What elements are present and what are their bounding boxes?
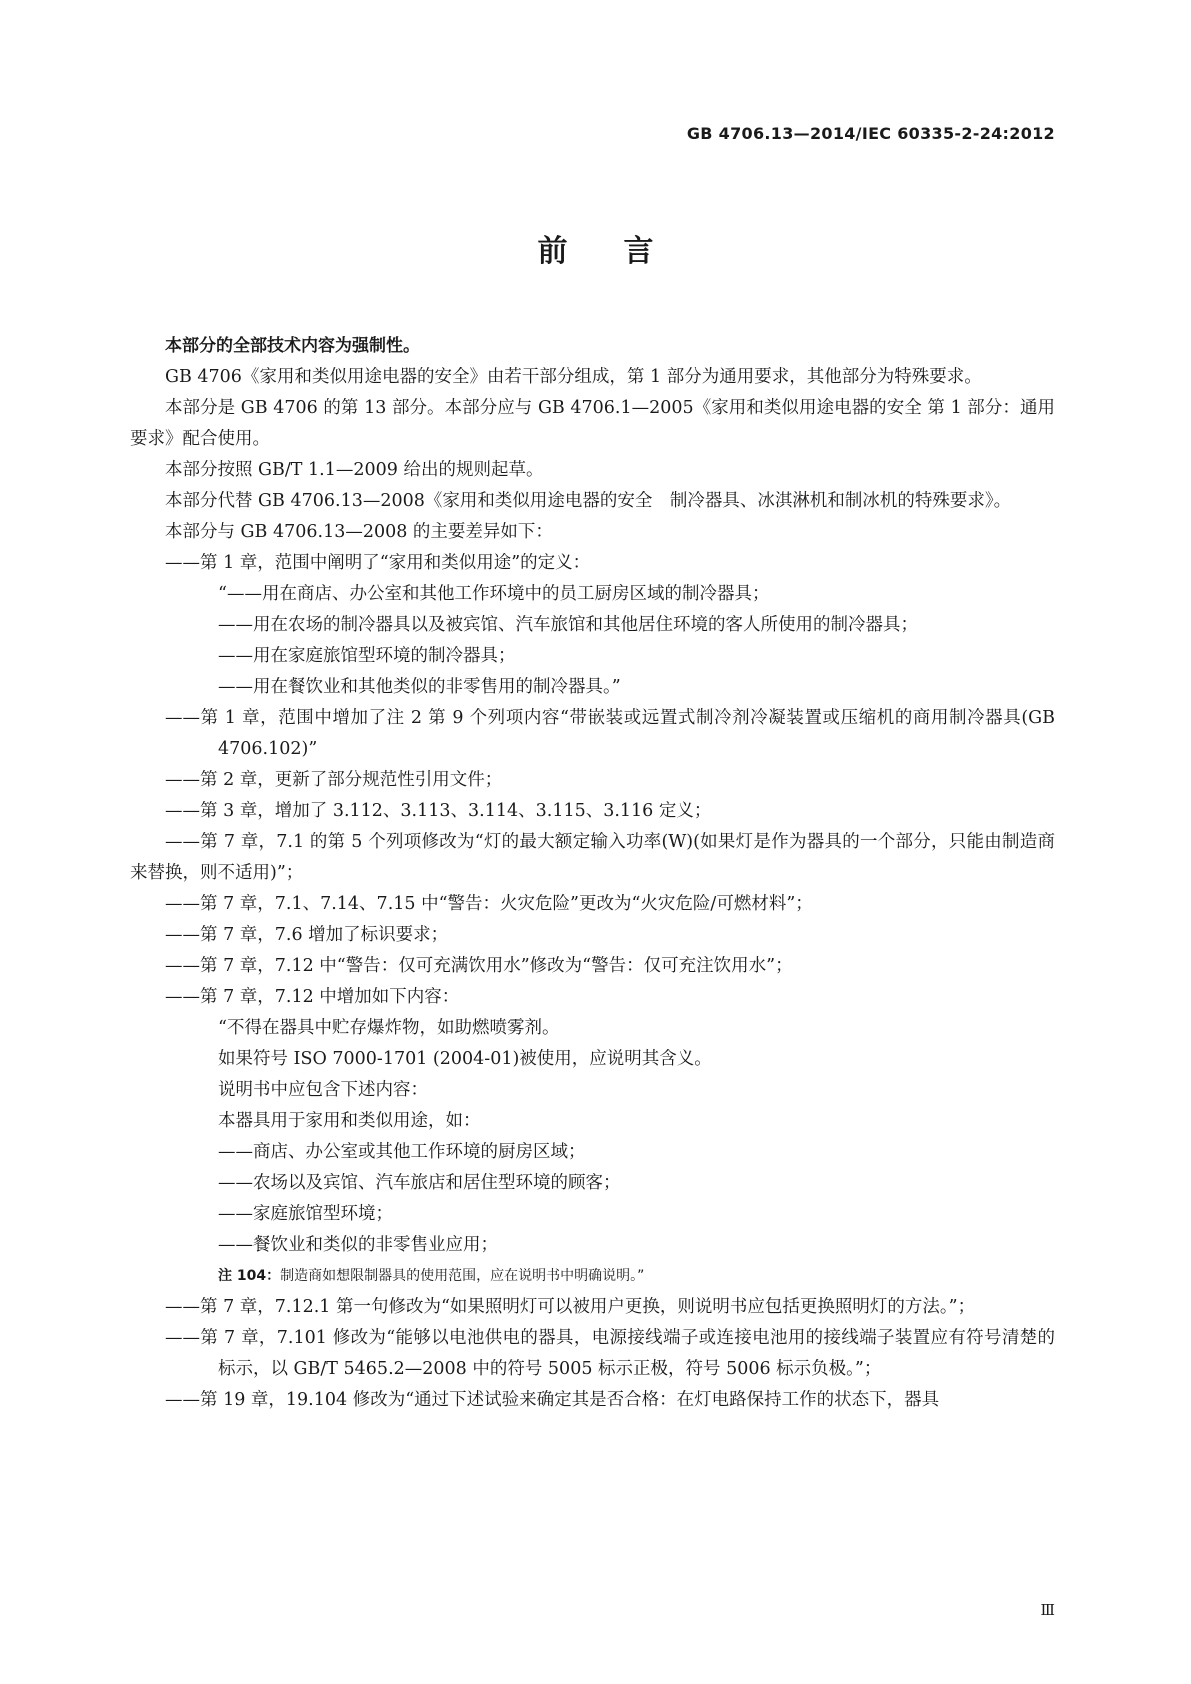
list-item: ——用在农场的制冷器具以及被宾馆、汽车旅馆和其他居住环境的客人所使用的制冷器具； xyxy=(218,615,918,635)
paragraph: 本部分按照 GB/T 1.1—2009 给出的规则起草。 xyxy=(165,460,544,480)
list-item: ——第 7 章，7.6 增加了标识要求； xyxy=(165,925,449,945)
list-item: ——第 7 章，7.1 的第 5 个列项修改为“灯的最大额定输入功率(W)(如果灯是作为器具的一个部分，只能由制造商来替换，则不适用)”； xyxy=(130,832,1055,883)
paragraph: 本部分是 GB 4706 的第 13 部分。本部分应与 GB 4706.1—2005《家用和类似用途电器的安全 第 1 部分：通用要求》配合使用。 xyxy=(130,398,1055,449)
list-item: ——第 1 章，范围中增加了注 2 第 9 个列项内容“带嵌装或远置式制冷剂冷凝装置或压缩机的商用制冷器具(GB 4706.102)” xyxy=(165,708,1055,759)
list-item: ——第 7 章，7.1、7.14、7.15 中“警告：火灾危险”更改为“火灾危险/可燃材料”； xyxy=(165,894,813,914)
page-title: 前言 xyxy=(537,234,710,269)
list-item: ——第 3 章，增加了 3.112、3.113、3.114、3.115、3.116 定义； xyxy=(165,801,712,821)
document-body xyxy=(130,331,1055,1416)
list-item: ——第 7 章，7.101 修改为“能够以电池供电的器具，电源接线端子或连接电池用的接线端子装置应有符号清楚的标示，以 GB/T 5465.2—2008 中的符号 5005 标示正极，符号 5006 标示负极。”； xyxy=(165,1328,1055,1379)
list-item: 本器具用于家用和类似用途，如： xyxy=(218,1111,481,1131)
note-label: 注 104： xyxy=(218,1268,281,1284)
list-item: “不得在器具中贮存爆炸物，如助燃喷雾剂。 xyxy=(218,1018,560,1038)
list-item: 说明书中应包含下述内容： xyxy=(218,1080,428,1100)
note-text: 制造商如想限制器具的使用范围，应在说明书中明确说明。” xyxy=(280,1268,645,1284)
list-item: ——农场以及宾馆、汽车旅店和居住型环境的顾客； xyxy=(218,1173,621,1193)
standard-id-header: GB 4706.13—2014/IEC 60335-2-24:2012 xyxy=(686,124,1055,143)
list-item: ——家庭旅馆型环境； xyxy=(218,1204,393,1224)
list-item: ——第 7 章，7.12 中增加如下内容： xyxy=(165,987,460,1007)
list-item: ——第 2 章，更新了部分规范性引用文件； xyxy=(165,770,503,790)
paragraph: GB 4706《家用和类似用途电器的安全》由若干部分组成，第 1 部分为通用要求，其他部分为特殊要求。 xyxy=(165,367,982,387)
mandatory-statement: 本部分的全部技术内容为强制性。 xyxy=(165,336,420,356)
list-item: ——第 7 章，7.12 中“警告：仅可充满饮用水”修改为“警告：仅可充注饮用水”； xyxy=(165,956,793,976)
paragraph: 本部分与 GB 4706.13—2008 的主要差异如下： xyxy=(165,522,553,542)
note-104 xyxy=(130,1261,1055,1292)
list-item: 如果符号 ISO 7000-1701 (2004-01)被使用，应说明其含义。 xyxy=(218,1049,712,1069)
list-item: ——第 1 章，范围中阐明了“家用和类似用途”的定义： xyxy=(165,553,591,573)
list-item: ——用在家庭旅馆型环境的制冷器具； xyxy=(218,646,516,666)
list-item: ——第 7 章，7.12.1 第一句修改为“如果照明灯可以被用户更换，则说明书应包括更换照明灯的方法。”； xyxy=(165,1297,976,1317)
list-item: ——第 19 章，19.104 修改为“通过下述试验来确定其是否合格：在灯电路保持工作的状态下，器具 xyxy=(165,1390,940,1410)
list-item: ——餐饮业和类似的非零售业应用； xyxy=(218,1235,498,1255)
list-item: “——用在商店、办公室和其他工作环境中的员工厨房区域的制冷器具； xyxy=(218,584,770,604)
list-item: ——用在餐饮业和其他类似的非零售用的制冷器具。” xyxy=(218,677,621,697)
page-number: Ⅲ xyxy=(1040,1601,1055,1619)
paragraph: 本部分代替 GB 4706.13—2008《家用和类似用途电器的安全 制冷器具、冰淇淋机和制冰机的特殊要求》。 xyxy=(165,491,1012,511)
list-item: ——商店、办公室或其他工作环境的厨房区域； xyxy=(218,1142,586,1162)
